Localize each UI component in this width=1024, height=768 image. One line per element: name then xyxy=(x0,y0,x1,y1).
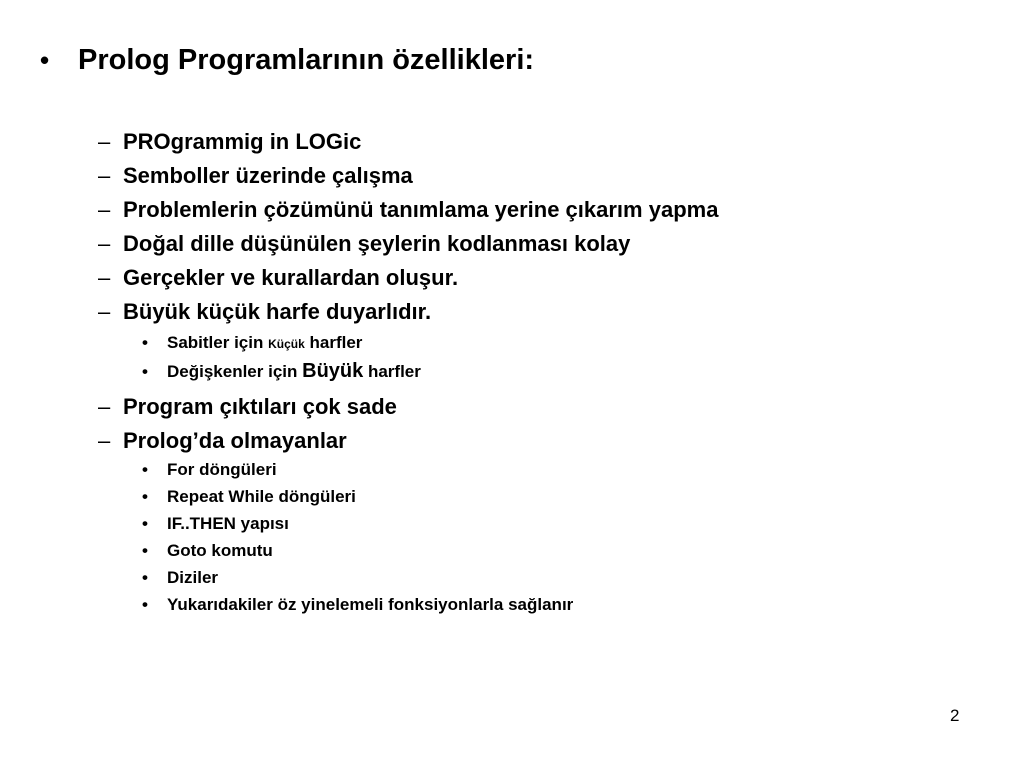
dot-bullet: • xyxy=(142,362,148,381)
list-item-text: Doğal dille düşünülen şeylerin kodlanması kolay xyxy=(123,231,631,256)
sub-list-item xyxy=(142,333,362,353)
page-number: 2 xyxy=(950,706,960,725)
variables-prefix: Değişkenler için xyxy=(167,362,303,381)
dash-bullet: – xyxy=(98,299,111,324)
sub-list-item-text: For döngüleri xyxy=(167,460,277,479)
list-item xyxy=(98,299,431,325)
sub-list-item-text xyxy=(167,333,362,353)
list-item-text: Prolog’da olmayanlar xyxy=(123,428,347,453)
dash-bullet: – xyxy=(98,163,111,188)
constants-suffix: harfler xyxy=(304,333,363,352)
sub-list-item-text: Repeat While döngüleri xyxy=(167,487,356,506)
sub-list-item-text xyxy=(167,360,421,383)
dot-bullet: • xyxy=(142,595,148,614)
variables-large-word: Büyük xyxy=(302,360,364,382)
list-item xyxy=(98,163,413,189)
dash-bullet: – xyxy=(98,129,111,154)
sub-list-item xyxy=(142,568,218,588)
slide-title-row xyxy=(40,44,534,77)
list-item-text: Gerçekler ve kurallardan oluşur. xyxy=(123,265,459,290)
sub-list-item xyxy=(142,487,356,507)
list-item xyxy=(98,428,347,454)
sub-list-item xyxy=(142,360,421,383)
constants-small-word: Küçük xyxy=(268,337,305,351)
sub-list-item xyxy=(142,514,289,534)
list-item-text: Büyük küçük harfe duyarlıdır. xyxy=(123,299,432,324)
list-item-text: Problemlerin çözümünü tanımlama yerine çıkarım yapma xyxy=(123,197,719,222)
list-item-text: Semboller üzerinde çalışma xyxy=(123,163,413,188)
sub-list-item-text: Yukarıdakiler öz yinelemeli fonksiyonlarla sağlanır xyxy=(167,595,574,614)
sub-list-item xyxy=(142,460,277,480)
dash-bullet: – xyxy=(98,197,111,222)
slide-title: Prolog Programlarının özellikleri: xyxy=(78,44,535,76)
dot-bullet: • xyxy=(142,487,148,506)
dot-bullet: • xyxy=(142,333,148,352)
constants-prefix: Sabitler için xyxy=(167,333,269,352)
dash-bullet: – xyxy=(98,394,111,419)
sub-list-item-text: Diziler xyxy=(167,568,219,587)
dash-bullet: – xyxy=(98,231,111,256)
title-bullet: • xyxy=(40,45,50,75)
dot-bullet: • xyxy=(142,541,148,560)
dot-bullet: • xyxy=(142,514,148,533)
list-item-text: Program çıktıları çok sade xyxy=(123,394,397,419)
dot-bullet: • xyxy=(142,568,148,587)
dash-bullet: – xyxy=(98,428,111,453)
list-item xyxy=(98,231,630,257)
dash-bullet: – xyxy=(98,265,111,290)
variables-suffix: harfler xyxy=(363,362,421,381)
sub-list-item xyxy=(142,595,573,615)
list-item xyxy=(98,265,458,291)
sub-list-item-text: Goto komutu xyxy=(167,541,273,560)
list-item xyxy=(98,129,361,155)
sub-list-item-text: IF..THEN yapısı xyxy=(167,514,289,533)
dot-bullet: • xyxy=(142,460,148,479)
sub-list-item xyxy=(142,541,273,561)
list-item xyxy=(98,394,397,420)
list-item-text: PROgrammig in LOGic xyxy=(123,129,362,154)
list-item xyxy=(98,197,718,223)
